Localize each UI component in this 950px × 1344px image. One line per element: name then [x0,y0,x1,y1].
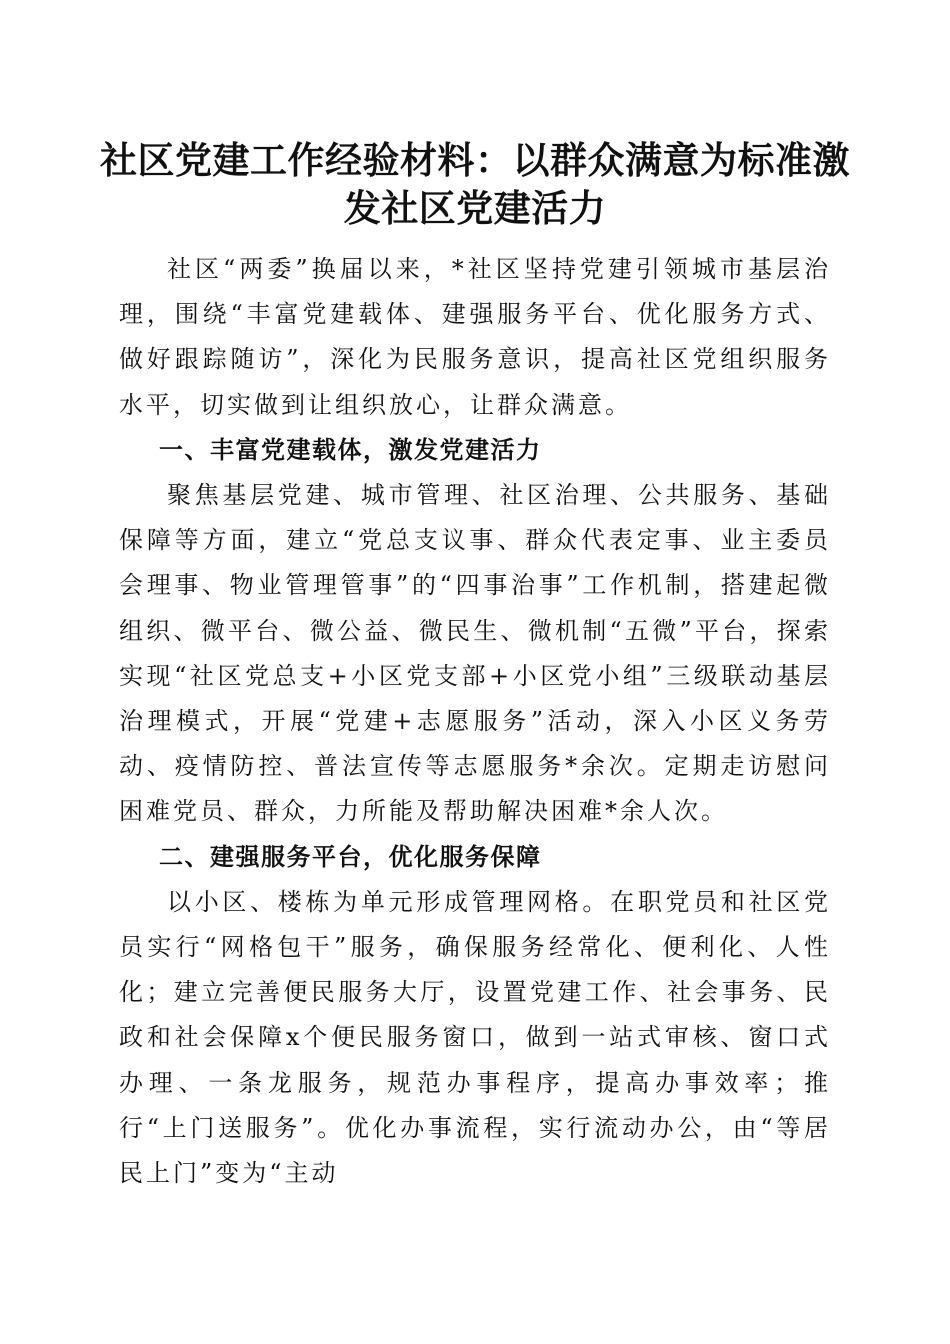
document-title [96,136,854,232]
section-2-paragraph: 以小区、楼栋为单元形成管理网格。在职党员和社区党员实行“网格包干”服务，确保服务经常化、便利化、人性化；建立完善便民服务大厅，设置党建工作、社会事务、民政和社会保障x个便民服务窗口，做到一站式审核、窗口式办理、一条龙服务，规范办事程序，提高办事效率；推行“上门送服务”。优化办事流程，实行流动办公，由“等居民上门”变为“主动 [119,887,831,1188]
section-2-heading: 二、建强服务平台，优化服务保障 [159,842,542,871]
section-1-heading: 一、丰富党建载体，激发党建活力 [159,435,542,464]
title-line-1: 社区党建工作经验材料：以群众满意为标准激 [100,138,850,182]
title-line-2: 发社区党建活力 [343,186,607,230]
section-1-paragraph: 聚焦基层党建、城市管理、社区治理、公共服务、基础保障等方面，建立“党总支议事、群众代表定事、业主委员会理事、物业管理管事”的“四事治事”工作机制，搭建起微组织、微平台、微公益、微民生、微机制“五微”平台，探索实现“社区党总支+小区党支部+小区党小组”三级联动基层治理模式，开展“党建+志愿服务”活动，深入小区义务劳动、疫情防控、普法宣传等志愿服务*余次。定期走访慰问困难党员、群众，力所能及帮助解决困难*余人次。 [119,481,831,826]
intro-paragraph: 社区“两委”换届以来，*社区坚持党建引领城市基层治理，围绕“丰富党建载体、建强服务平台、优化服务方式、做好跟踪随访”，深化为民服务意识，提高社区党组织服务水平，切实做到让组织放心，让群众满意。 [119,255,831,419]
document-body [119,247,831,1196]
